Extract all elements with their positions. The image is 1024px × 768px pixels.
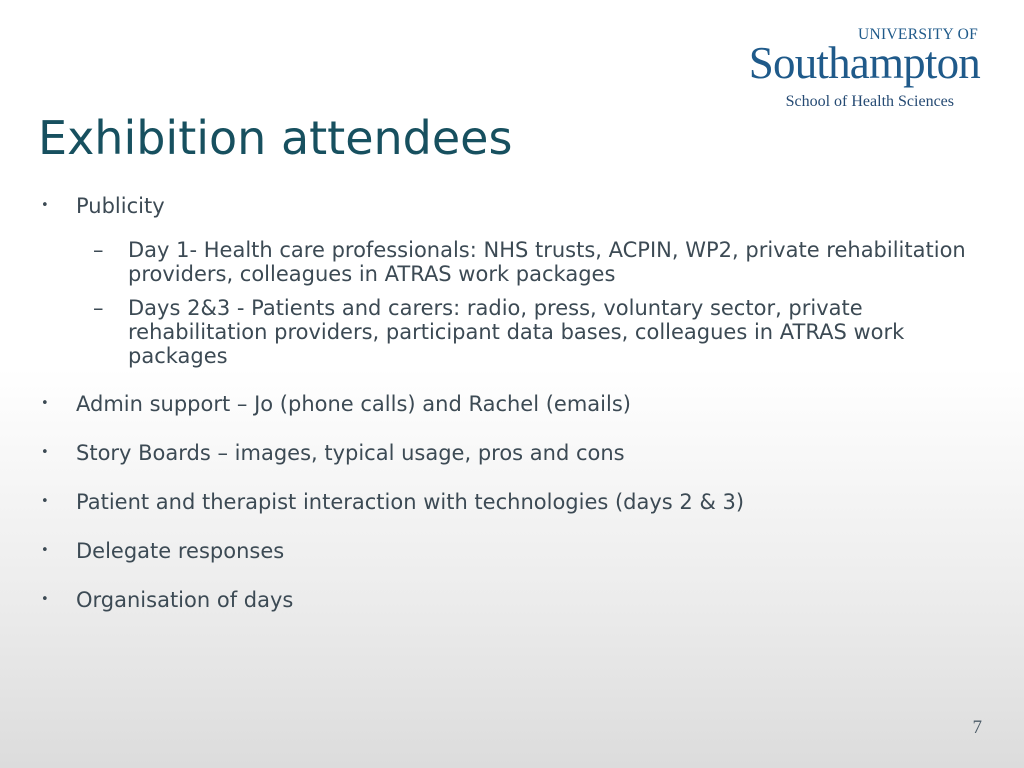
sub-bullet-item (93, 238, 970, 286)
bullet-item (40, 588, 970, 612)
university-logo (735, 26, 980, 111)
bullet-text: Delegate responses (76, 539, 285, 563)
sub-bullet-item (93, 296, 970, 368)
bullet-text: Patient and therapist interaction with technologies (days 2 & 3) (76, 490, 745, 514)
bullet-marker: • (41, 592, 49, 607)
bullet-item (40, 441, 970, 465)
bullet-text: Admin support – Jo (phone calls) and Rachel (emails) (76, 392, 631, 416)
bullet-item (40, 490, 970, 514)
logo-southampton: Southampton (748, 38, 980, 88)
slide-title: Exhibition attendees (38, 111, 513, 165)
bullet-marker: • (41, 445, 49, 460)
bullet-text: Organisation of days (76, 588, 294, 612)
bullet-text: Story Boards – images, typical usage, pros and cons (76, 441, 625, 465)
logo-university-of: UNIVERSITY OF (857, 26, 978, 43)
dash-marker: – (93, 296, 104, 320)
bullet-marker: • (41, 543, 49, 558)
sub-bullet-text: Days 2&3 - Patients and carers: radio, press, voluntary sector, private rehabilitation providers, participant data bases, colleagues in ATRAS work packages (128, 296, 905, 368)
logo-school: School of Health Sciences (785, 93, 954, 110)
bullet-item (40, 539, 970, 563)
bullet-text: Publicity (76, 194, 165, 218)
page-number: 7 (972, 717, 982, 738)
sub-bullet-text: Day 1- Health care professionals: NHS trusts, ACPIN, WP2, private rehabilitation providers, colleagues in ATRAS work packages (128, 238, 966, 286)
bullet-item (40, 194, 970, 218)
bullet-marker: • (41, 494, 49, 509)
sub-bullet-list (93, 238, 970, 368)
bullet-list (40, 194, 970, 637)
bullet-item (40, 392, 970, 416)
dash-marker: – (93, 238, 104, 262)
bullet-marker: • (41, 396, 49, 411)
bullet-marker: • (41, 198, 49, 213)
